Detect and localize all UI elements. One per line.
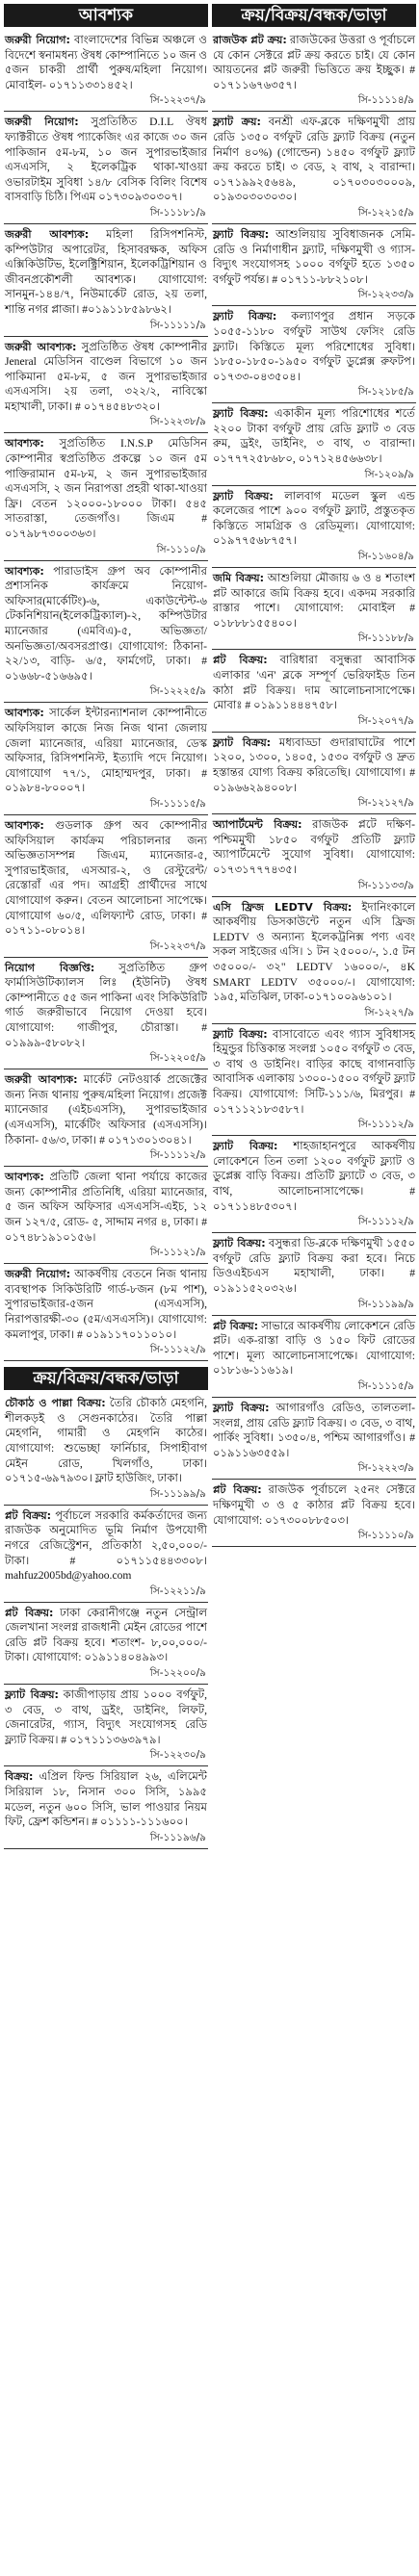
ad-title: ফ্ল্যাট বিক্রয়: [213, 1237, 266, 1250]
realestate-ad [212, 568, 416, 650]
realestate-ad [212, 1316, 416, 1398]
ad-title: বিক্রয়: [5, 1770, 34, 1784]
ad-title: আবশ্যক: [5, 707, 44, 720]
ad-ref: সি-১১১৩৩/৯ [212, 878, 416, 897]
ad-ref: সি-১২১৮৫/৯ [212, 384, 416, 403]
ad-text: সুপ্রতিষ্ঠিত গ্রুপ ফার্মাসিউটিক্যালস লিঃ (ইউনিট) ঔষধ কোম্পানীতে ৫৫ জন পাকিনা এবং সিকিউরিটি গার্ড জরুরীভাবে নিয়োগ দেওয়া হবে। যোগাযোগ: গাজীপুর, চৌরাস্তা। # ০১৯৯৯-৫৮০৮২। [5, 961, 207, 1049]
ad-ref: সি-১১১৯৯/৯ [4, 1486, 208, 1506]
ad-title: প্লট বিক্রয়: [5, 1606, 54, 1619]
ad-text: রাজউক প্লটে দক্ষিণ-পশ্চিমমুখী ১৮৫০ বর্গফুট প্রতিটি ফ্ল্যাট অ্যাপার্টমেন্টে সুযোগ সুবিধা। যোগাযোগ: ০১৭৩১৭৭৭৪৩৫। [213, 818, 415, 876]
job-ad [4, 958, 208, 1070]
job-ad-list [4, 30, 208, 1361]
job-ad [4, 30, 208, 112]
ad-ref: সি-১১১১৪/৯ [212, 92, 416, 112]
ad-title: ফ্ল্যাট বিক্রয়: [213, 310, 277, 323]
job-ad [4, 112, 208, 224]
ad-text: বারিধারা বসুন্ধরা আবাসিক এলাকার 'এন' ব্লকে সম্পূর্ণ ভেরিফাইড তিন কাঠা প্লট বিক্রয়। দাম আলোচনাসাপেক্ষে। মোবাঃ # ০১৯১১৪৪৪৭৫৮। [213, 654, 415, 712]
ad-text: শাহজাহানপুরে আকর্ষণীয় লোকেশনে তিন তলা ১২০০ বর্গফুট ফ্ল্যাট ও ডুপ্লেক্স বাড়ি বিক্রয়। প্রতিটি ফ্ল্যাটে ৩ বেড, ৩ বাথ, আলোচনাসাপেক্ষে। # ০১৭১১৪৮৫৩০৭। [213, 1140, 415, 1213]
ad-ref: সি-১২২৩৭/৯ [4, 939, 208, 958]
job-ad [4, 815, 208, 958]
ad-text: বনশ্রী এফ-ব্লকে দক্ষিণমুখী প্রায় রেডি ১৩৫০ বর্গফুট রেডি ফ্ল্যাট বিক্রয় (নতুন নির্মাণ ৪০%) (গোল্ডেন) ১৪৫০ বর্গফুট ফ্ল্যাট ক্রয় করতে চাই। ৩ বেড, ২ বাথ, ২ বারান্দা। ০১৭১৯৯২৫৬৪৯, ০১৭০৩০৩০০০৯, ০১৯৩০৩০৩০৩০। [213, 116, 415, 204]
ad-title: প্লট বিক্রয়: [213, 1483, 262, 1497]
ad-body [4, 1506, 208, 1584]
ad-ref: সি-১১১১২/৯ [4, 1147, 208, 1167]
ad-body [212, 1024, 416, 1118]
ad-body [4, 815, 208, 939]
ad-title: প্লট বিক্রয়: [5, 1508, 52, 1522]
ad-text: মধ্যবাড্ডা গুদারাঘাটের পাশে ১২০০, ১৩০০, ১৪০৫, ১৫৩০ বর্গফুট ও দ্রুত হস্তান্তর যোগ্য বিক্রয় করিতেছি। যোগাযোগ। # ০১৯৬৬২৯৪০০৮। [213, 735, 415, 794]
realestate-ad [212, 814, 416, 896]
ad-text: রাজউক পূর্বাচলে ২৫নং সেক্টরে দক্ষিণমুখী ৩ ও ৫ কাঠার প্লট বিক্রয় হবে। যোগাযোগ: ০১৭৩০০৮৮৫০৩। [213, 1483, 415, 1527]
section-heading-realestate: ক্রয়/বিক্রয়/বন্ধক/ভাড়া [4, 1367, 208, 1390]
ad-body [212, 1398, 416, 1460]
ad-body [212, 112, 416, 205]
ad-body [212, 733, 416, 795]
ad-title: আবশ্যক: [5, 564, 44, 578]
ad-text: বাসাবোতে এবং গ্যাস সুবিধাসহ হিমুন্ডুর চিত্তিকান্ত সংলগ্ন ১০৫০ বর্গফুট ৩ বেড, ৩ বাথ ও ডাইনিং। বাড়ির কাছে বাগানবাড়ি আবাসিক এলাকায় ১৩০০-১৫০০ বর্গফুট ফ্ল্যাট বিক্রয়। যোগাযোগ: সিটি-১১১/৬, মিরপুর। # ০১৭১১২১৮৩৫৮৭। [213, 1027, 416, 1116]
ad-text: কল্যাণপুর প্রধান সড়কে ১০৫৫-১১৮০ বর্গফুট সাউথ ফেসিং রেডি ফ্ল্যাট। কিস্তিতে মূল্য পরিশোধের সুবিধা। ১৮৫০-১৮৫০-১৯৫০ বর্গফুট ডুপ্লেক্স রুফটপ। ০১৭৩৩-০৪৩৫০৪। [213, 310, 415, 383]
ad-text: বসুন্ধরা ডি-ব্লকে দক্ষিণমুখী ১৫৫০ বর্গফুট রেডি ফ্ল্যাট বিক্রয় করা হবে। নিচে ডিওএইচএস মহাখালী, ঢাকা। # ০১৯১১৫২০৩২৬। [213, 1237, 415, 1295]
realestate-ad-list [4, 1393, 208, 1849]
ad-text: কাজীপাড়ায় প্রায় ১০০০ বর্গফুট, ৩ বেড, ৩ বাথ, ড্রইং, ডাইনিং, লিফট, জেনারেটর, গ্যাস, বিদ্যুৎ সংযোগসহ রেডি ফ্ল্যাট বিক্রয়। # ০১৭১১১৩৬৩৯৭৯। [5, 1688, 208, 1746]
ad-title: ফ্ল্যাট বিক্রয়: [213, 1401, 270, 1414]
ad-text: সাভারে আকর্ষণীয় লোকেশনে রেডি প্লট। এক-রাস্তা বাড়ি ও ১৫০ ফিট রোডের পাশে। মূল্য আলোচনাসাপেক্ষে। যোগাযোগ: ০১৮১৬-১১৬১৯। [213, 1319, 416, 1378]
ad-text: মহিলা রিসিপশনিস্ট, কম্পিউটার অপারেটর, হিসাবরক্ষক, অফিস এক্সিকিউটিভ, ইলেক্ট্রিশিয়ান, ইলেকট্রিশিয়ান ও জীবনপ্রকৌশলী আবশ্যক। যোগাযোগ: সানমুন-১৪৪/৭, নিউমার্কেট রোড, ২য় তলা, শান্তি নগর প্লাজা। #০১৯১১৮৫৯৮৬২। [5, 227, 208, 316]
ad-title: এসি ফ্রিজ LEDTV বিক্রয়: [213, 900, 353, 914]
ad-ref: সি-১১১১২/৯ [212, 1214, 416, 1233]
ad-title: জরুরী নিয়োগ: [5, 1268, 71, 1281]
ad-title: চৌকাঠ ও পাল্লা বিক্রয়: [5, 1397, 106, 1410]
ad-text: সুপ্রতিষ্ঠিত D.I.L ঔষধ ফ্যাক্টরীতে ঔষধ প্যাকেজিং এর কাজে ৩০ জন পাকিজান ৫ম-৮ম, ১০ জন সুপারভাইজার এসএসসি, ২ ইলেকট্রিক থাকা-খাওয়া ওভারটাইম সুবিধা ১৪/৮ বেসিক বিলিং বিশেষ বাসবাড়ি চিঠি। পিএম ০১৭৩০৯৩০৩০৭। [5, 116, 207, 204]
ad-title: জরুরী আবশ্যক: [5, 227, 90, 241]
ad-body [4, 1167, 208, 1245]
ad-ref: সি-১২২৩০/৯ [4, 1747, 208, 1766]
ad-ref: সি-১২২৩৮/৯ [4, 414, 208, 433]
ad-ref: সি-১১১১২/৯ [212, 1117, 416, 1136]
realestate-ad [4, 1685, 208, 1766]
ad-body [212, 224, 416, 287]
ad-title: জরুরী আবশ্যক: [5, 340, 77, 353]
job-ad [4, 1069, 208, 1167]
ad-text: সুপ্রতিষ্ঠিত ঔষধ কোম্পানীর Jeneral মেডিসিন বাণ্ডেল বিভাগে ১০ জন পাকিমানা ৫ম-৮ম, ৫ জন সুপারভাইজার এসএসসি। ২য় তলা, ৩২২/২, নাবিস্কো মহাখালী, ঢাকা। # ০১৭৪৫৪৮৩২০। [5, 340, 207, 413]
realestate-ad [212, 1136, 416, 1233]
ad-title: জরুরী নিয়োগ: [5, 116, 79, 129]
ad-title: নিয়োগ বিজ্ঞপ্তি: [5, 961, 95, 974]
ad-body [4, 1069, 208, 1147]
ad-text: ইদানিংকালে আকর্ষণীয় ডিসকাউন্টে নতুন এসি ফ্রিজ LEDTV ও অন্যান্য ইলেকট্রনিক্স পণ্য এবং সকল সাইজের এসি। ১ টন ২৫০০০/-, ১.৫ টন ৩৫০০০/- ৩২" LEDTV ১৬০০০/-, ৪K SMART LEDTV ৩৫০০০/-। যোগাযোগ: ১৯৫, মতিঝিল, ঢাকা-০১৭১০০৯৬১০১। [213, 900, 415, 1004]
ad-ref: সি-১২০৯/৯ [212, 467, 416, 486]
ad-ref: সি-১১১১৫/৯ [212, 1378, 416, 1398]
ad-ref: সি-১১১৯৬/৯ [4, 1830, 208, 1849]
ad-title: অ্যাপার্টমেন্ট বিক্রয়: [213, 818, 302, 832]
realestate-ad [212, 306, 416, 403]
ad-title: জরুরী নিয়োগ: [5, 34, 70, 46]
realestate-ad-list-right [212, 30, 416, 1547]
realestate-ad [4, 1766, 208, 1848]
ad-body [212, 814, 416, 877]
ad-title: ফ্ল্যাট বিক্রয়: [5, 1688, 59, 1702]
job-ad [4, 224, 208, 337]
realestate-ad [212, 1480, 416, 1547]
ad-text: বাংলাদেশের বিভিন্ন অঞ্চলে ও বিদেশে স্বনামধন্য ঔষধ কোম্পানিতে ১০ জন ও ৫জন চাকরী প্রার্থী পুরুষ/মহিলা নিয়োগ। মোবাইল- ০১৭১১৩৩১৪৫২। [5, 34, 207, 91]
section-heading-realestate-right: ক্রয়/বিক্রয়/বন্ধক/ভাড়া [212, 4, 416, 27]
ad-body [212, 1316, 416, 1378]
ad-text: আশুলিয়ায় সুবিধাজনক সেমি-রেডি ও নির্মাণাধীন ফ্ল্যাট, দক্ষিণমুখী ও গ্যাস-বিদ্যুৎ সংযোগসহ ১০০০ বর্গফুট হতে ১৩৫০ বর্গফুট পর্যন্ত। # ০১৭১১-৮৮২১০৮। [213, 227, 415, 286]
ad-title: ফ্ল্যাট বিক্রয়: [213, 735, 272, 749]
ad-body [4, 433, 208, 541]
ad-text: লালবাগ মডেল স্কুল এন্ড কলেজের পাশে ৯০০ বর্গফুট ফ্ল্যাট, প্রস্তুতকৃত কিস্তিতে সামগ্রিক ও রেডিমূল্য। যোগাযোগ: ০১৯৭৭৫৬৮৭৫৭। [213, 489, 415, 548]
ad-text: একাকীন মূল্য পরিশোধের শর্তে ২২০০ টাকা বর্গফুট প্রায় রেডি ফ্ল্যাট ৩ বেড রুম, ড্রইং, ডাইনিং, ৩ বাথ, ৩ বারান্দা। ০১৭৭৭২৫৮৬৮০, ০১৭১২৪৫৬৬৩৮। [213, 407, 415, 466]
realestate-ad [212, 650, 416, 732]
ad-ref: সি-১২২০০/৯ [4, 1665, 208, 1685]
ad-ref: সি-১১১০/৯ [4, 542, 208, 561]
ad-body [212, 1136, 416, 1214]
realestate-ad [212, 30, 416, 112]
right-column [212, 4, 416, 2572]
ad-text: আশুলিয়া মৌজায় ৬ ও ৪ শতাংশ প্লট আকারে জমি বিক্রয় হবে। একদম সরকারি রাস্তার পাশে। যোগাযোগ: মোবাইল # ০১৮৮৮১৫৫৪০০। [213, 572, 415, 630]
ad-ref: সি-১১১২১/৯ [4, 1245, 208, 1264]
ad-body [4, 1393, 208, 1486]
job-ad [4, 1264, 208, 1361]
job-ad [4, 1167, 208, 1264]
ad-text: সুপ্রতিষ্ঠিত I.N.S.P মেডিসিন কোম্পানীর স্বপ্রতিষ্ঠিত প্রকল্পে ১০ জন ৫ম পাক্তিরামান ৫ম-৮ম, ২ জন সুপারভাইজার এসএসসি, ২ জন নিরাপত্তা প্রহরী থাকা-খাওয়া ফ্রি। বেতন ১২০০০-১৮০০০ টাকা। ৫৪৫ সাতরাস্তা, তেজগাঁও। জিএম # ০১৭৯৮৭৩০০৩৬৩। [5, 437, 207, 541]
ad-body [4, 30, 208, 92]
realestate-ad [212, 1233, 416, 1315]
ad-title: ফ্ল্যাট বিক্রয়: [213, 1027, 268, 1041]
ad-ref: সি-১১১৮১/৯ [4, 205, 208, 224]
ad-title: রাজউক প্লট ক্রয়: [213, 34, 287, 46]
ad-ref: সি-১২১২৭/৯ [212, 795, 416, 814]
ad-title: আবশ্যক: [5, 1171, 44, 1184]
ad-ref: সি-১১১২২/৯ [4, 1342, 208, 1361]
ad-text: গুডলাক গ্রুপ অব কোম্পানীর অফিসিয়াল কার্যক্রম পরিচালনার জন্য অভিজ্ঞতাসম্পন্ন জিএম, ম্যানেজার-৫, সুপারভাইজার, এসআর-২, ও রেস্টুরেন্ট/রেস্তোরাঁ এর পদ। আগ্রহী প্রার্থীদের সাথে যোগাযোগ করুন। বেতন আলোচনা সাপেক্ষে। যোগাযোগ ৬০/৫, এলিফ্যান্ট রোড, ঢাকা। # ০১৭১১-০৮০১৪। [5, 818, 207, 938]
ad-title: প্লট বিক্রয়: [213, 654, 268, 667]
ad-body [4, 958, 208, 1051]
ad-title: ফ্ল্যাট বিক্রয়: [213, 1140, 278, 1153]
ad-text: ঢাকা কেরানীগঞ্জে নতুন সেন্ট্রাল জেলখানা সংলগ্ন রাজধানী মেইন রোডের পাশে রেডি প্লট বিক্রয় হবে। শতাংশ- ৮,০০,০০০/- টাকা। যোগাযোগ: ০১৯১১৪০৪৯৯৩। [5, 1606, 208, 1664]
section-heading-jobs: আবশ্যক [4, 4, 208, 27]
realestate-ad [212, 1024, 416, 1137]
ad-body [4, 1603, 208, 1665]
ad-title: ফ্ল্যাট বিক্রয়: [213, 227, 270, 241]
ad-text: প্রতিটি জেলা থানা পর্যায়ে কাজের জন্য কোম্পানীর প্রতিনিধি, এরিয়া ম্যানেজার, ৫ জন অফিস অফিসার এসএসসি-এইচ, ১২ জন ১২৭/৫, রোড- ৫, সাদ্দাম নগর ৪, ঢাকা। # ০১৭৪৮১৯১০১৫৬। [5, 1171, 207, 1244]
ad-text: রাজউকের উত্তরা ও পূর্বাচলে যে কোন সেক্টরে প্লট ক্রয় করতে চাই। যে কোন আয়তনের প্লট জরুরী ভিত্তিতে ক্রয় ইচ্ছুক। # ০১৭১১৬৭৬৩৫৭। [213, 34, 415, 91]
ad-ref: সি-১১১১০/৯ [212, 1528, 416, 1547]
ad-title: জমি বিক্রয়: [213, 572, 265, 585]
ad-ref: সি-১২০৭৭/৯ [212, 713, 416, 733]
ad-title: ফ্ল্যাট বিক্রয়: [213, 489, 274, 502]
ad-text: পারাডাইস গ্রুপ অব কোম্পানীর প্রশাসনিক কার্যক্রমে নিয়োগ-অফিসার(মার্কেটিং)-৬, একাউন্টেন্ট-৬ টেকনিশিয়ান(ইলেকট্রিক্যাল)-২, কম্পিউটার ম্যানেজার (এমবিএ)-৫, অভিজ্ঞতা/অনভিজ্ঞতা/অবসরপ্রাপ্ত। যোগাযোগ: ঠিকানা- ২২/১৩, বাড়ি- ৬/৫, ফার্মগেট, ঢাকা। # ০১৬৬৮-৫১৬৬৯৫। [5, 564, 207, 683]
ad-title: প্লট বিক্রয়: [213, 1319, 259, 1332]
job-ad [4, 433, 208, 560]
ad-ref: সি-১২২২৫/৯ [4, 683, 208, 703]
ad-body [4, 1264, 208, 1342]
job-ad [4, 337, 208, 434]
ad-title: আবশ্যক: [5, 437, 44, 451]
ad-body [4, 1766, 208, 1829]
ad-ref: সি-১১৬০৪/৯ [212, 549, 416, 568]
ad-text: সার্কেল ইন্টারন্যাশনাল কোম্পানীতে অফিসিয়াল কাজে নিজ নিজ থানা জেলায় জেলা ম্যানেজার, এরিয়া ম্যানেজার, ডেস্ক অফিসার, রিসিপশনিস্ট, ইত্যাদি পদে নিয়োগ। যোগাযোগ ৭৭/১, মোহাম্মদপুর, ঢাকা। # ০১৯৮৪-৮০০০৭। [5, 707, 207, 795]
ad-ref: সি-১১১১১/৯ [4, 318, 208, 337]
left-column [4, 4, 208, 2572]
ad-body [212, 1233, 416, 1296]
ad-title: ফ্ল্যাট বিক্রয়: [213, 407, 269, 421]
job-ad [4, 703, 208, 815]
ad-text: মার্কেট নেটওয়ার্ক প্রজেক্টের জন্য নিজ থানায় পুরুষ/মহিলা নিয়োগ। প্রজেক্ট ম্যানেজার (এইচএসসি), সুপারভাইজার (এসএসসি), মার্কেটিং অফিসার (এসএসসি)। ঠিকানা- ৫৬/৩, ঢাকা। # ০১৭১৩০১৩০৪১। [5, 1073, 207, 1146]
realestate-ad [212, 224, 416, 306]
realestate-ad [4, 1506, 208, 1603]
ad-body [4, 112, 208, 205]
realestate-ad [212, 112, 416, 224]
ad-body [212, 897, 416, 1005]
ad-body [4, 224, 208, 318]
ad-ref: সি-১২২৭/৯ [212, 1005, 416, 1024]
ad-ref: সি-১২২০৫/৯ [4, 1050, 208, 1069]
ad-ref: সি-১২২৩৩/৯ [212, 287, 416, 306]
ad-body [4, 337, 208, 415]
ad-title: জরুরী আবশ্যক: [5, 1073, 78, 1087]
ad-body [212, 30, 416, 92]
realestate-ad [212, 733, 416, 814]
ad-title: আবশ্যক: [5, 818, 44, 832]
ad-ref: সি-১১১১৫/৯ [4, 796, 208, 815]
ad-body [4, 1685, 208, 1747]
ad-text: তৈরি চৌকাঠ মেহগনি, শীলকড়ই ও সেগুনকাঠের। তৈরি পাল্লা মেহগনি, গামারী ও মেহগনি কাঠের। যোগাযোগ: শুভেচ্ছা ফার্নিচার, সিপাহীবাগ মেইন রোড, খিলগাঁও, ঢাকা। ০১৭১৫-৬৯৭৯৩০। ফ্লাট হাউজিং, ঢাকা। [5, 1397, 208, 1485]
ad-ref: সি-১২২১১/৯ [4, 1584, 208, 1603]
ad-ref: সি-১২২২৩/৯ [212, 1460, 416, 1480]
ad-body [212, 403, 416, 466]
ad-title: ফ্ল্যাট ক্রয়: [213, 116, 261, 129]
realestate-ad [212, 897, 416, 1024]
ad-text: পূর্বাচলে সরকারি কর্মকর্তাদের জন্য রাজউক অনুমোদিত ভূমি নির্মাণ উপযোগী নগরে রেজিস্ট্রেশন, প্রতিকাঠা ২,৫০,০০০/- টাকা। # ০১৭১১৫৪৪৩৩০৮। mahfuz2005bd@yahoo.com [5, 1508, 208, 1583]
realestate-ad [212, 1398, 416, 1480]
ad-body [212, 486, 416, 549]
realestate-ad [212, 403, 416, 485]
realestate-ad [4, 1393, 208, 1506]
ad-body [212, 306, 416, 384]
ad-ref: সি-১২২১৫/৯ [212, 205, 416, 224]
job-ad [4, 561, 208, 704]
ad-body [4, 703, 208, 796]
ad-text: আকর্ষণীয় বেতনে নিজ থানায় ব্যবস্থাপক সিকিউরিটি গার্ড-৮জন (৮ম পাশ), সুপারভাইজার-৫জন (এসএসসি), নিরাপত্তারক্ষী-৩০ (৫ম/এসএসসি)। যোগাযোগ: কমলাপুর, ঢাকা। # ০১৯১১৭০১১০১০। [5, 1268, 207, 1341]
ad-ref: সি-১২২৩৭/৯ [4, 92, 208, 112]
realestate-ad [4, 1603, 208, 1685]
ad-body [212, 568, 416, 631]
realestate-ad [212, 486, 416, 568]
ad-ref: সি-১১১৯৯/৯ [212, 1297, 416, 1316]
ad-body [4, 561, 208, 684]
ad-text: এপ্রিল ফিল্ড সিরিয়াল ২৬, এলিমেন্ট সিরিয়াল ১৮, নিসান ৩০০ সিসি, ১৯৯৫ মডেল, নতুন ৬০০ সিসি, ভাল পাওয়ার নিয়ম ফিট, ফ্রেশ কন্ডিশন। # ০১১১১-১১১৬০০। [5, 1770, 207, 1829]
ad-text: আগারগাঁও রেডিও, তালতলা-সংলগ্ন, প্রায় রেডি ফ্ল্যাট বিক্রয়। ৩ বেড, ৩ বাথ, পার্কিং সুবিধা। ১৩৫০/৪, পশ্চিম আগারগাঁও। # ০১৯১১৬৩৫৫৯। [213, 1401, 416, 1459]
ad-body [212, 1480, 416, 1528]
ad-ref: সি-১১১৮৮/৯ [212, 631, 416, 650]
ad-body [212, 650, 416, 712]
